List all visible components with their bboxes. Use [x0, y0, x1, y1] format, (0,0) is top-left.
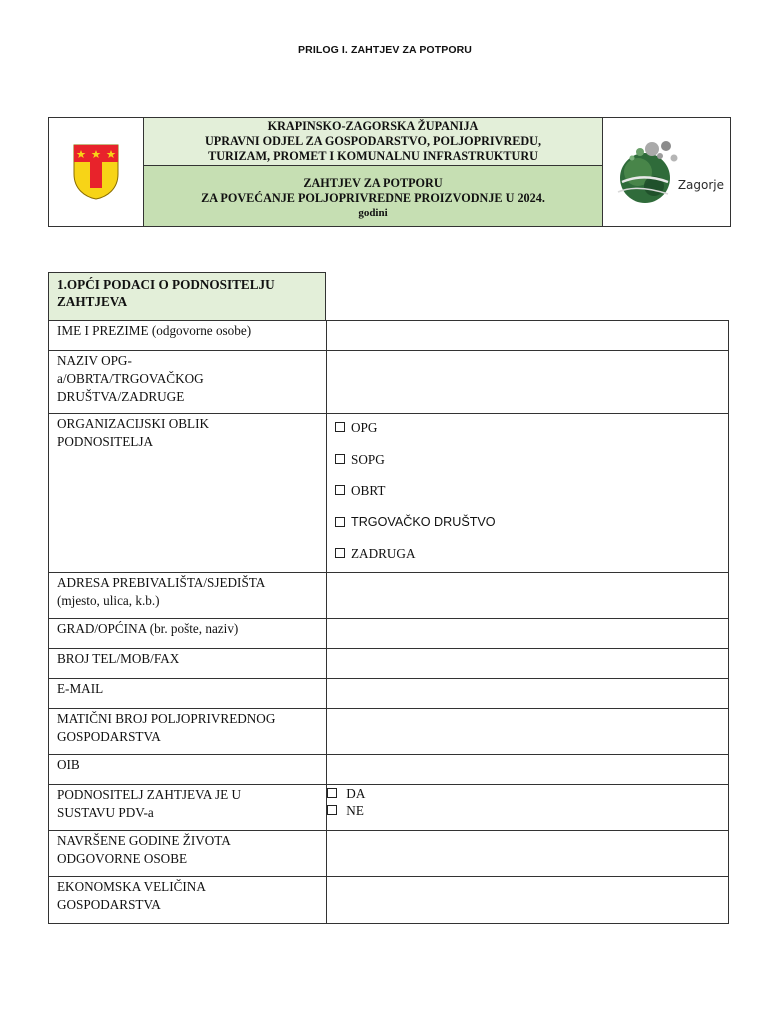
- row-economic-size: [49, 877, 728, 924]
- row-org-form: [49, 414, 728, 573]
- checkbox-vat-no[interactable]: [327, 805, 337, 815]
- org-line: KRAPINSKO-ZAGORSKA ŽUPANIJA: [267, 119, 479, 133]
- option-opg[interactable]: [335, 419, 728, 451]
- input-farm-id[interactable]: [327, 709, 728, 754]
- label-line: GOSPODARSTVA: [57, 729, 161, 744]
- label-vat: [49, 785, 327, 830]
- request-line: godini: [358, 206, 388, 219]
- label-line: a/OBRTA/TRGOVAČKOG: [57, 371, 204, 386]
- row-phone: [49, 649, 728, 679]
- row-vat: [49, 785, 728, 831]
- checkbox-zadruga[interactable]: [335, 548, 345, 558]
- request-line: ZA POVEĆANJE POLJOPRIVREDNE PROIZVODNJE U 2024.: [201, 190, 545, 205]
- option-vat-yes[interactable]: [327, 785, 728, 802]
- option-vat-no[interactable]: [327, 802, 728, 819]
- org-form-options: [327, 414, 728, 572]
- applicant-data-table: [48, 320, 729, 924]
- label-line: MATIČNI BROJ POLJOPRIVREDNOG: [57, 711, 276, 726]
- label-line: ADRESA PREBIVALIŠTA/SJEDIŠTA: [57, 575, 266, 590]
- label-line: PODNOSITELJA: [57, 434, 153, 449]
- document-title: PRILOG I. ZAHTJEV ZA POTPORU: [298, 44, 472, 56]
- input-phone[interactable]: [327, 649, 728, 678]
- row-name: [49, 321, 728, 351]
- input-address[interactable]: [327, 573, 728, 618]
- label-line: EKONOMSKA VELIČINA: [57, 879, 206, 894]
- option-label: TRGOVAČKO DRUŠTVO: [351, 514, 496, 529]
- input-age[interactable]: [327, 831, 728, 876]
- zagorje-logo-icon: [608, 132, 726, 212]
- option-label: NE: [346, 803, 364, 818]
- row-address: [49, 573, 728, 619]
- county-coat-of-arms: [49, 118, 144, 226]
- section-heading-line: 1.OPĆI PODACI O PODNOSITELJU: [57, 277, 275, 292]
- input-email[interactable]: [327, 679, 728, 708]
- label-age: [49, 831, 327, 876]
- label-line: SUSTAVU PDV-a: [57, 805, 154, 820]
- label-city: GRAD/OPĆINA (br. pošte, naziv): [49, 619, 327, 648]
- row-oib: [49, 755, 728, 785]
- label-farm-id: [49, 709, 327, 754]
- option-sopg[interactable]: [335, 451, 728, 483]
- checkbox-obrt[interactable]: [335, 485, 345, 495]
- label-address: [49, 573, 327, 618]
- checkbox-vat-yes[interactable]: [327, 788, 337, 798]
- section-heading: [48, 272, 326, 320]
- label-line: GOSPODARSTVA: [57, 897, 161, 912]
- option-label: OPG: [351, 420, 378, 435]
- label-line: DRUŠTVA/ZADRUGE: [57, 389, 185, 404]
- label-economic-size: [49, 877, 327, 923]
- request-title: [144, 166, 602, 226]
- row-farm-id: [49, 709, 728, 755]
- input-entity-name[interactable]: [327, 351, 728, 413]
- request-line: ZAHTJEV ZA POTPORU: [303, 175, 443, 190]
- form-header: [48, 117, 731, 227]
- label-line: ORGANIZACIJSKI OBLIK: [57, 416, 210, 431]
- label-line: NAVRŠENE GODINE ŽIVOTA: [57, 833, 231, 848]
- county-department-title: [144, 118, 602, 166]
- row-age: [49, 831, 728, 877]
- option-label: DA: [346, 786, 366, 801]
- org-line: TURIZAM, PROMET I KOMUNALNU INFRASTRUKTURU: [208, 149, 538, 163]
- row-city: [49, 619, 728, 649]
- row-entity-name: [49, 351, 728, 414]
- label-line: NAZIV OPG-: [57, 353, 132, 368]
- row-email: [49, 679, 728, 709]
- label-line: (mjesto, ulica, k.b.): [57, 593, 160, 608]
- input-economic-size[interactable]: [327, 877, 728, 923]
- checkbox-opg[interactable]: [335, 422, 345, 432]
- input-name[interactable]: [327, 321, 728, 350]
- input-oib[interactable]: [327, 755, 728, 784]
- checkbox-trgovacko-drustvo[interactable]: [335, 517, 345, 527]
- label-org-form: [49, 414, 327, 572]
- label-email: E-MAIL: [49, 679, 327, 708]
- input-city[interactable]: [327, 619, 728, 648]
- option-label: OBRT: [351, 483, 386, 499]
- label-oib: OIB: [49, 755, 327, 784]
- zagorje-logo-text: Zagorje: [677, 178, 724, 192]
- label-phone: BROJ TEL/MOB/FAX: [49, 649, 327, 678]
- zagorje-logo: [603, 118, 730, 226]
- coat-of-arms-icon: [73, 144, 119, 200]
- option-label: SOPG: [351, 451, 385, 467]
- label-line: PODNOSITELJ ZAHTJEVA JE U: [57, 787, 242, 802]
- label-name: IME I PREZIME (odgovorne osobe): [49, 321, 327, 350]
- option-obrt[interactable]: [335, 482, 728, 514]
- option-trgovacko-drustvo[interactable]: [335, 514, 728, 546]
- org-line: UPRAVNI ODJEL ZA GOSPODARSTVO, POLJOPRIVREDU,: [204, 134, 542, 148]
- vat-options: [327, 785, 728, 830]
- label-line: ODGOVORNE OSOBE: [57, 851, 188, 866]
- checkbox-sopg[interactable]: [335, 454, 345, 464]
- section-heading-line: ZAHTJEVA: [57, 294, 128, 309]
- label-entity-name: [49, 351, 327, 413]
- option-label: ZADRUGA: [351, 546, 416, 562]
